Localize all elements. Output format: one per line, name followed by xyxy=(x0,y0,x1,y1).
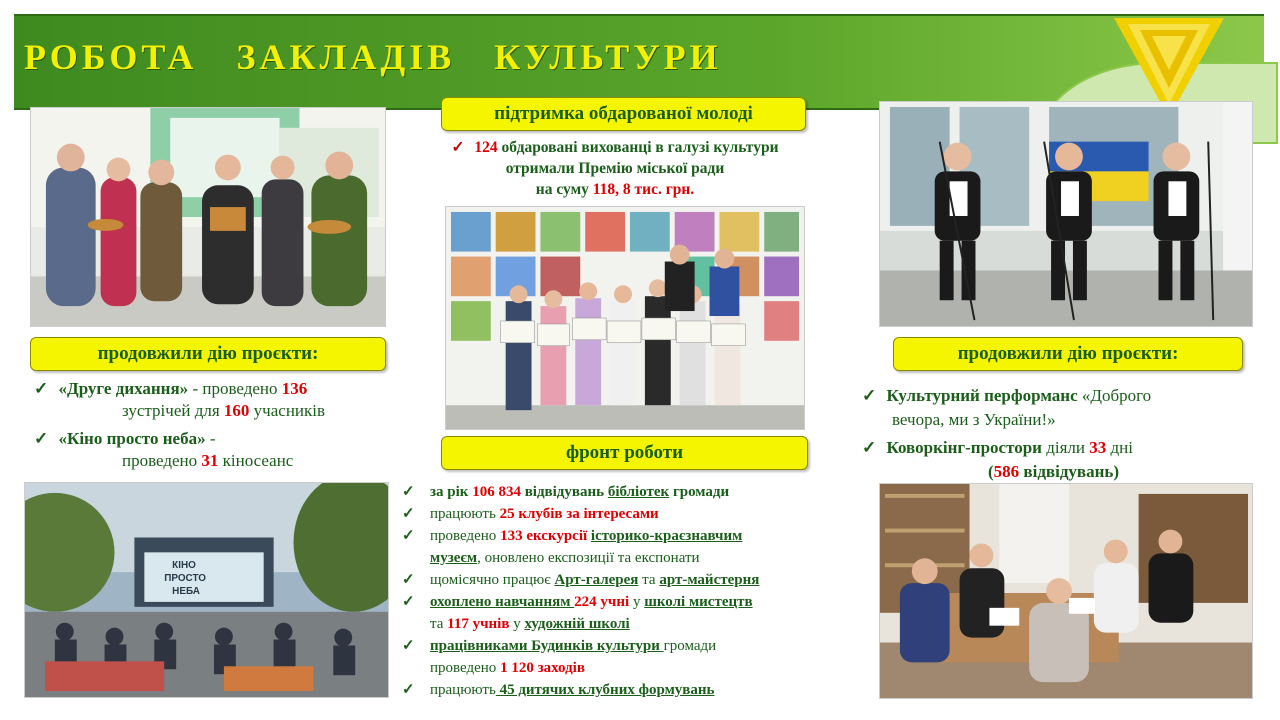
check-icon: ✓ xyxy=(402,528,415,544)
check-icon: ✓ xyxy=(34,429,49,448)
check-icon: ✓ xyxy=(402,572,415,588)
right-projects-heading: продовжили дію проєкти: xyxy=(893,337,1243,371)
photo-gifted-children xyxy=(445,206,805,430)
photo-coworking-library xyxy=(879,483,1253,699)
list-item: проведено 1 120 заходів xyxy=(430,660,585,676)
svg-text:ПРОСТО: ПРОСТО xyxy=(164,573,207,585)
list-item: ✓ щомісячно працює Арт-галерея та арт-майстерня xyxy=(402,569,842,591)
header xyxy=(14,14,1264,110)
list-item: ✓ працюють 25 клубів за інтересами xyxy=(402,503,842,525)
cinema-screen-text: КІНО xyxy=(172,560,196,572)
check-icon: ✓ xyxy=(402,484,415,500)
list-item: музеєм, оновлено експозиції та експонати xyxy=(430,550,700,566)
list-item: та 117 учнів у художній школі xyxy=(430,616,630,632)
right-projects-list: ✓ Культурний перформанс «Доброго вечора, ми з України!» ✓ Коворкінг-простори діяли 33 дні (586 відвідувань) xyxy=(862,386,1152,481)
project-kino-prosto-neba: «Кіно просто неба» xyxy=(58,429,206,448)
list-item: ✓ за рік 106 834 відвідувань бібліотек громади xyxy=(402,481,842,503)
photo-singers xyxy=(879,101,1253,327)
left-projects-heading: продовжили дію проєкти: xyxy=(30,337,386,371)
check-icon: ✓ xyxy=(862,438,877,457)
left-projects-list: ✓ «Друге дихання» - проведено 136 зустрічей для 160 учасників ✓ «Кіно просто неба» - проведено 31 кіносеанс xyxy=(34,379,326,470)
photo-women-baking xyxy=(30,107,386,327)
list-item: ✓ працюють 45 дитячих клубних формувань xyxy=(402,679,842,701)
front-of-work-heading: фронт роботи xyxy=(441,436,808,470)
list-item: ✓ охоплено навчанням 224 учні у школі мистецтв xyxy=(402,591,842,613)
check-icon: ✓ xyxy=(402,506,415,522)
project-performance: Культурний перформанс xyxy=(886,386,1078,405)
photo-open-air-cinema xyxy=(24,482,389,698)
list-item: ✓ працівниками Будинків культури громади xyxy=(402,635,842,657)
check-icon: ✓ xyxy=(402,682,415,698)
page-title: РОБОТА ЗАКЛАДІВ КУЛЬТУРИ xyxy=(24,37,722,77)
check-icon: ✓ xyxy=(402,638,415,654)
svg-text:НЕБА: НЕБА xyxy=(172,585,200,597)
front-of-work-list xyxy=(402,481,842,701)
check-icon: ✓ xyxy=(34,379,49,398)
check-icon: ✓ xyxy=(862,386,877,405)
project-coworking: Коворкінг-простори xyxy=(886,438,1042,457)
gifted-youth-text: ✓ 124 обдаровані вихованці в галузі культури отримали Премію міської ради на суму 118, 8 тис. грн. xyxy=(451,139,779,198)
list-item: ✓ проведено 133 екскурсії історико-краєзнавчим xyxy=(402,525,842,547)
gifted-youth-heading: підтримка обдарованої молоді xyxy=(441,97,806,131)
project-druhe-dykhannia: «Друге дихання» xyxy=(58,379,189,398)
check-icon: ✓ xyxy=(402,594,415,610)
check-icon: ✓ xyxy=(451,139,465,156)
